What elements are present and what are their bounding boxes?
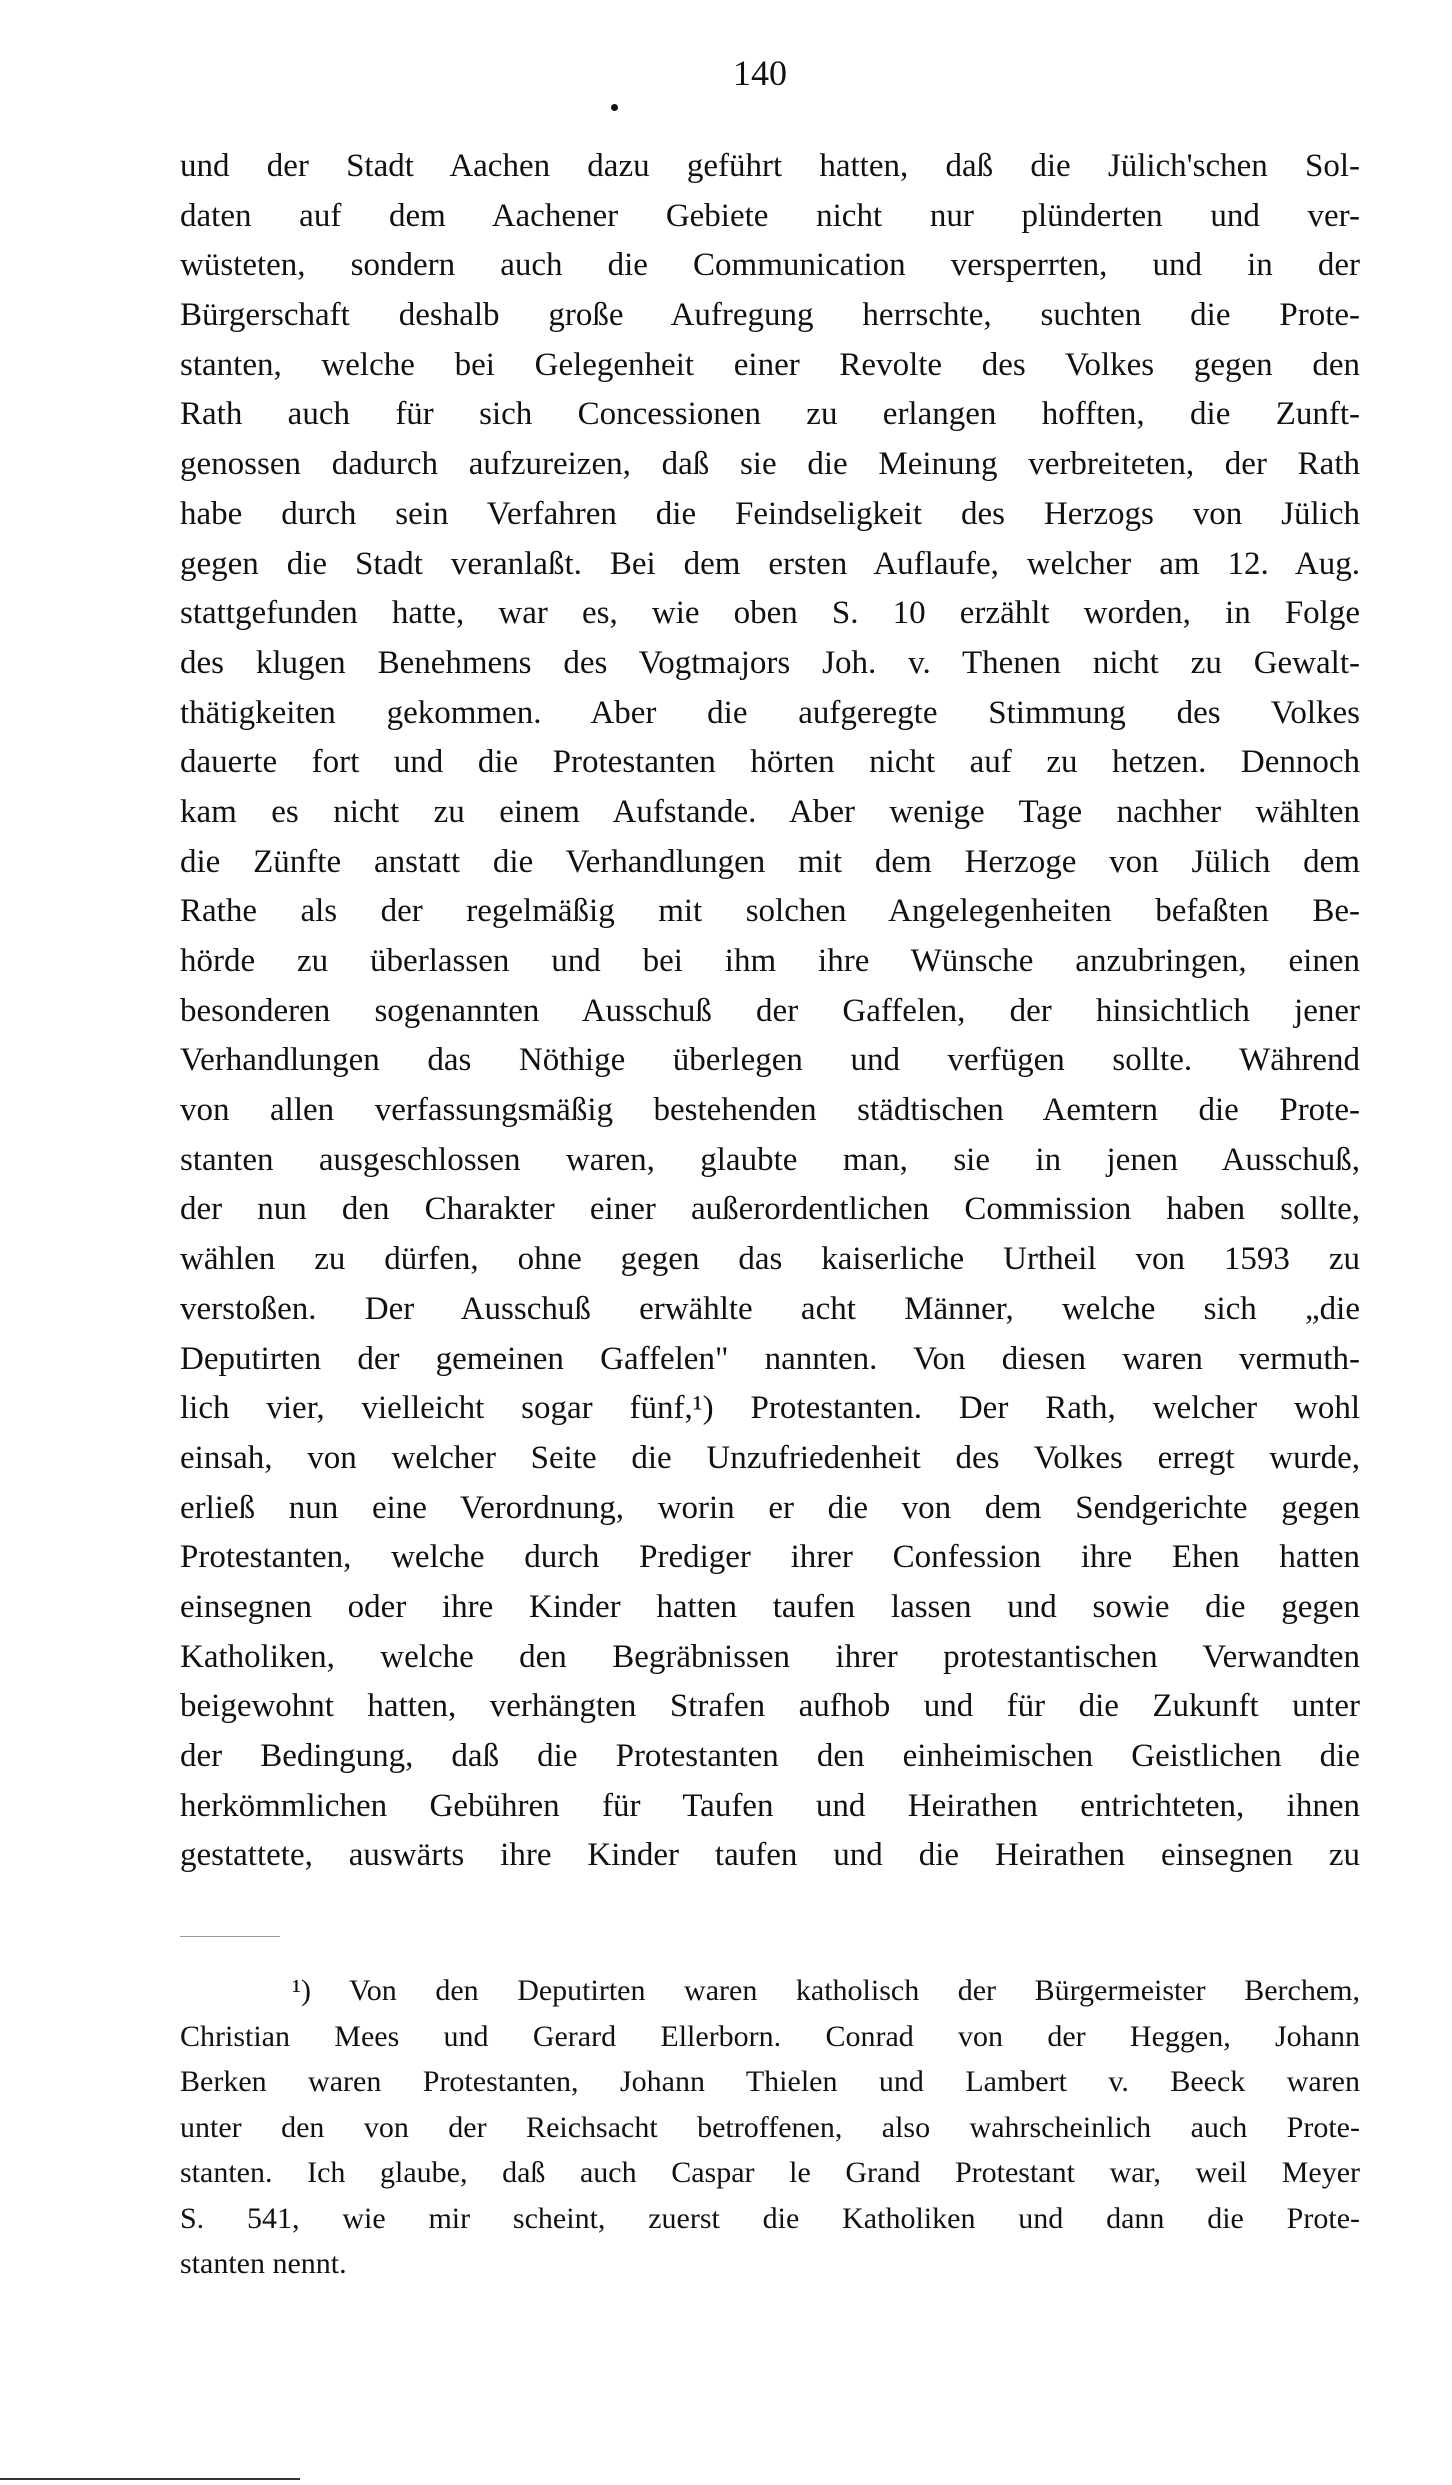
footnote-line: S. 541, wie mir scheint, zuerst die Katholiken und dann die Prote- [180, 2201, 1360, 2235]
text-line: Katholiken, welche den Begräbnissen ihrer protestantischen Verwandten [180, 1638, 1360, 1675]
text-line: Verhandlungen das Nöthige überlegen und verfügen sollte. Während [180, 1042, 1360, 1079]
text-line: die Zünfte anstatt die Verhandlungen mit dem Herzoge von Jülich dem [180, 843, 1360, 880]
text-line: stattgefunden hatte, war es, wie oben S. 10 erzählt worden, in Folge [180, 595, 1360, 632]
text-line: beigewohnt hatten, verhängten Strafen aufhob und für die Zukunft unter [180, 1688, 1360, 1725]
text-line: von allen verfassungsmäßig bestehenden städtischen Aemtern die Prote- [180, 1092, 1360, 1129]
page-number: 140 [733, 53, 787, 93]
print-speck [611, 104, 618, 111]
footnote-separator [180, 1936, 280, 1937]
text-line: wüsteten, sondern auch die Communication versperrten, und in der [180, 247, 1360, 284]
text-line: einsah, von welcher Seite die Unzufriedenheit des Volkes erregt wurde, [180, 1439, 1360, 1476]
text-line: dauerte fort und die Protestanten hörten nicht auf zu hetzen. Dennoch [180, 744, 1360, 781]
text-line: genossen dadurch aufzureizen, daß sie die Meinung verbreiteten, der Rath [180, 446, 1360, 483]
text-line: Rath auch für sich Concessionen zu erlangen hofften, die Zunft- [180, 396, 1360, 433]
text-line: der nun den Charakter einer außerordentlichen Commission haben sollte, [180, 1191, 1360, 1228]
text-line: besonderen sogenannten Ausschuß der Gaffelen, der hinsichtlich jener [180, 992, 1360, 1029]
text-line: und der Stadt Aachen dazu geführt hatten, daß die Jülich'schen Sol- [180, 148, 1360, 184]
text-line: erließ nun eine Verordnung, worin er die von dem Sendgerichte gegen [180, 1489, 1360, 1526]
footnote-line: ¹) Von den Deputirten waren katholisch der Bürgermeister Berchem, [292, 1974, 1360, 2007]
text-line: des klugen Benehmens des Vogtmajors Joh. v. Thenen nicht zu Gewalt- [180, 644, 1360, 681]
text-line: Bürgerschaft deshalb große Aufregung herrschte, suchten die Prote- [180, 297, 1360, 334]
text-line: lich vier, vielleicht sogar fünf,¹) Protestanten. Der Rath, welcher wohl [180, 1390, 1360, 1427]
footnote-line: unter den von der Reichsacht betroffenen, also wahrscheinlich auch Prote- [180, 2110, 1360, 2144]
footnote-line: stanten. Ich glaube, daß auch Caspar le Grand Protestant war, weil Meyer [180, 2156, 1360, 2189]
text-line: einsegnen oder ihre Kinder hatten taufen lassen und sowie die gegen [180, 1588, 1360, 1625]
text-line: Protestanten, welche durch Prediger ihrer Confession ihre Ehen hatten [180, 1539, 1360, 1576]
footnote-line: Christian Mees und Gerard Ellerborn. Conrad von der Heggen, Johann [180, 2019, 1360, 2053]
footnote-line: stanten nennt. [180, 2247, 347, 2280]
text-line: verstoßen. Der Ausschuß erwählte acht Männer, welche sich „die [180, 1290, 1360, 1327]
text-line: thätigkeiten gekommen. Aber die aufgeregte Stimmung des Volkes [180, 694, 1360, 731]
text-line: Rathe als der regelmäßig mit solchen Angelegenheiten befaßten Be- [180, 893, 1360, 930]
text-line: stanten ausgeschlossen waren, glaubte man, sie in jenen Ausschuß, [180, 1141, 1360, 1178]
text-line: hörde zu überlassen und bei ihm ihre Wünsche anzubringen, einen [180, 943, 1360, 979]
body-text [180, 142, 1360, 1881]
text-line: der Bedingung, daß die Protestanten den einheimischen Geistlichen die [180, 1738, 1360, 1774]
text-line: stanten, welche bei Gelegenheit einer Revolte des Volkes gegen den [180, 346, 1360, 383]
text-line: daten auf dem Aachener Gebiete nicht nur plünderten und ver- [180, 197, 1360, 234]
scan-edge-line [0, 2478, 300, 2480]
text-line: gestattete, auswärts ihre Kinder taufen und die Heirathen einsegnen zu [180, 1837, 1360, 1874]
text-line: herkömmlichen Gebühren für Taufen und Heirathen entrichteten, ihnen [180, 1787, 1360, 1824]
text-line: Deputirten der gemeinen Gaffelen" nannten. Von diesen waren vermuth- [180, 1340, 1360, 1377]
footnote [180, 1968, 1360, 2287]
text-line: kam es nicht zu einem Aufstande. Aber wenige Tage nachher wählten [180, 793, 1360, 830]
text-line: wählen zu dürfen, ohne gegen das kaiserliche Urtheil von 1593 zu [180, 1241, 1360, 1278]
text-line: gegen die Stadt veranlaßt. Bei dem ersten Auflaufe, welcher am 12. Aug. [180, 545, 1360, 582]
footnote-line: Berken waren Protestanten, Johann Thielen und Lambert v. Beeck waren [180, 2065, 1360, 2098]
text-line: habe durch sein Verfahren die Feindseligkeit des Herzogs von Jülich [180, 495, 1360, 532]
